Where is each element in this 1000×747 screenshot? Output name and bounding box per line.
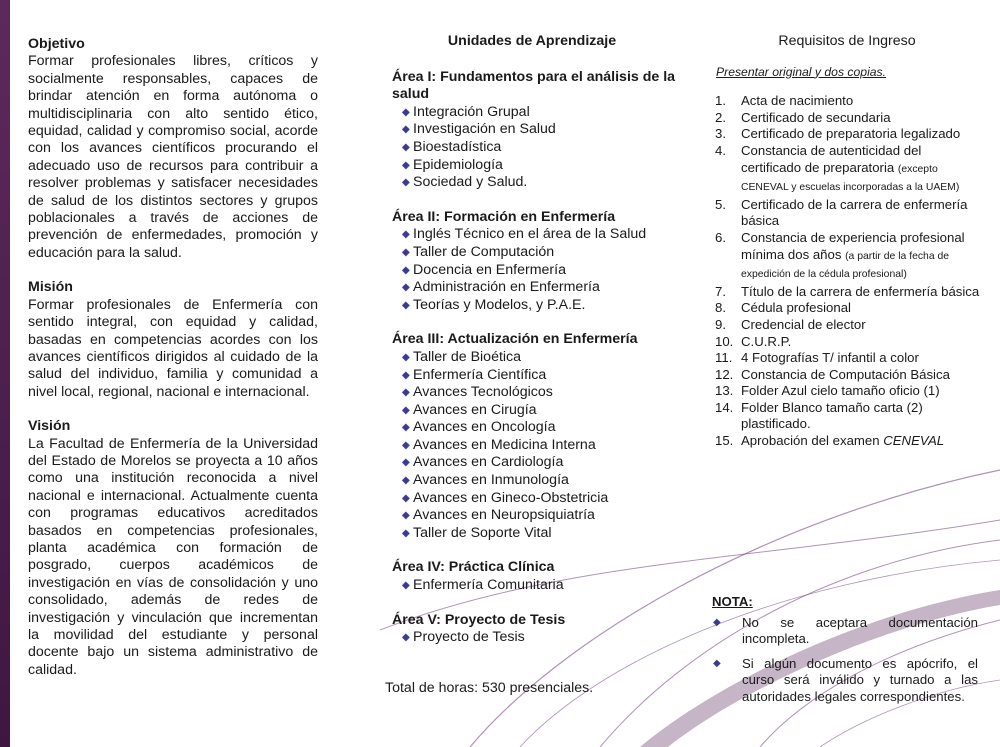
list-item: ◆ Sociedad y Salud. (402, 174, 682, 192)
copies-note: Presentar original y dos copias. (716, 64, 887, 79)
nota-list (712, 615, 978, 706)
column-requirements (712, 33, 982, 450)
requirement-text: Certificado de secundaria (741, 109, 891, 125)
requirement-text: Constancia de autenticidad del certificado de preparatoria (741, 142, 922, 175)
area-title: Área I: Fundamentos para el análisis de la salud (392, 68, 676, 103)
requirement-number: 3. (715, 126, 726, 142)
requirement-item (712, 197, 982, 230)
nota-box (712, 594, 978, 714)
requirement-text: Acta de nacimiento (741, 93, 854, 109)
requirement-item (712, 400, 982, 433)
units-heading: Unidades de Aprendizaje (447, 33, 617, 49)
requirement-item (712, 433, 982, 450)
area-title: Área III: Actualización en Enfermería (392, 331, 638, 348)
requirement-item (712, 143, 982, 197)
list-item: ◆ Investigación en Salud (402, 121, 682, 139)
area-list (392, 349, 682, 543)
requirement-text: Constancia de Computación Básica (741, 366, 950, 382)
requirement-item (712, 317, 982, 334)
list-item: ◆ Taller de Soporte Vital (402, 525, 682, 543)
requirement-item (712, 300, 982, 317)
list-item: ◆ Administración en Enfermería (402, 279, 682, 297)
list-item: ◆ Avances en Inmunología (402, 472, 682, 490)
nota-title: NOTA: (712, 594, 753, 609)
requirement-text: Credencial de elector (741, 316, 866, 332)
requirement-item (712, 126, 982, 143)
list-item: ◆ Enfermería Comunitaria (402, 577, 682, 595)
requirement-number: 14. (715, 399, 734, 415)
total-hours: Total de horas: 530 presenciales. (385, 680, 594, 696)
requirement-item (712, 93, 982, 110)
requirement-text: Constancia de experiencia profesional mínima dos años (741, 229, 965, 262)
requirement-detail: (excepto CENEVAL y escuelas incorporadas a la UAEM) (741, 163, 960, 194)
requirements-list (712, 93, 982, 449)
section-title: Misión (28, 279, 73, 296)
list-item: ◆ Avances en Cirugía (402, 402, 682, 420)
section-title: Objetivo (28, 36, 85, 52)
section-title: Visión (28, 418, 71, 435)
requirement-number: 12. (715, 366, 734, 382)
requirement-text: Certificado de preparatoria legalizado (741, 126, 961, 142)
list-item: ◆ Avances en Oncología (402, 419, 682, 437)
requirement-number: 5. (715, 196, 726, 212)
nota-item: ◆ No se aceptara documentación incompleta. (712, 615, 978, 648)
requirement-number: 2. (715, 109, 726, 125)
requirement-item (712, 383, 982, 400)
requirement-item (712, 110, 982, 127)
list-item: ◆ Docencia en Enfermería (402, 262, 682, 280)
requirement-text: Certificado de la carrera de enfermería básica (741, 196, 968, 229)
area-list (392, 226, 682, 314)
section-body: Formar profesionales de Enfermería con sentido integral, con equidad y calidad, basadas en competencias acordes con los avances científicos dirigidos al cuidado de la salud del individuo, familia y comunidad a nivel local, regional, nacional e internacional. (28, 296, 318, 400)
list-item: ◆ Inglés Técnico en el área de la Salud (402, 226, 682, 244)
requirement-item (712, 367, 982, 384)
section-body: Formar profesionales libres, críticos y socialmente responsables, capaces de brindar atención en forma autónoma o multidisciplinaria con alto sentido ético, equidad, calidad y compromiso social, acorde con los avances científicos procurando el adecuado uso de recursos para contribuir a resolver problemas y satisfacer necesidades de salud de los distintos sectores y grupos poblacionales a través de acciones de prevención de enfermedades, promoción y educación para la salud. (28, 53, 318, 261)
requirement-detail: (a partir de la fecha de expedición de la cédula profesional) (741, 250, 950, 281)
requirement-number: 13. (715, 383, 734, 399)
list-item: ◆ Proyecto de Tesis (402, 629, 682, 647)
list-item: ◆ Teorías y Modelos, y P.A.E. (402, 297, 682, 315)
list-item: ◆ Epidemiología (402, 157, 682, 175)
requirement-text: Cédula profesional (741, 300, 851, 316)
requirement-number: 9. (715, 316, 726, 332)
requirement-item (712, 334, 982, 351)
requirement-emphasis: CENEVAL (883, 433, 945, 449)
area-title: Área V: Proyecto de Tesis (392, 611, 566, 628)
area-list (392, 577, 682, 595)
list-item: ◆ Integración Grupal (402, 104, 682, 122)
requirement-item (712, 350, 982, 367)
area-title: Área IV: Práctica Clínica (392, 559, 555, 576)
list-item: ◆ Avances en Neuropsiquiatría (402, 507, 682, 525)
area-list (392, 629, 682, 647)
requirement-number: 10. (715, 333, 734, 349)
requirement-text: 4 Fotografías T/ infantil a color (741, 350, 919, 366)
list-item: ◆ Taller de Computación (402, 244, 682, 262)
left-purple-stripe (0, 0, 10, 747)
requirement-text: Título de la carrera de enfermería básica (741, 283, 980, 299)
requirement-number: 11. (715, 350, 733, 366)
requirement-text: Folder Azul cielo tamaño oficio (1) (741, 383, 940, 399)
requirement-number: 1. (715, 93, 726, 109)
requirement-number: 6. (715, 229, 726, 245)
list-item: ◆ Avances en Cardiología (402, 454, 682, 472)
requirements-heading: Requisitos de Ingreso (778, 33, 916, 49)
requirement-item (712, 284, 982, 301)
area-title: Área II: Formación en Enfermería (392, 208, 616, 225)
list-item: ◆ Avances Tecnológicos (402, 384, 682, 402)
nota-item: ◆ Si algún documento es apócrifo, el curso será inválido y turnado a las autoridades legales correspondientes. (712, 656, 978, 706)
list-item: ◆ Bioestadística (402, 139, 682, 157)
requirement-text: Aprobación del examen (741, 433, 884, 449)
list-item: ◆ Taller de Bioética (402, 349, 682, 367)
list-item: ◆ Avances en Gineco-Obstetricia (402, 490, 682, 508)
section-body: La Facultad de Enfermería de la Universidad del Estado de Morelos se proyecta a 10 años como una institución reconocida a nivel nacional e internacional. Actualmente cuenta con programas educativos acreditados basados en competencias profesionales, planta académica con formación de posgrado, cuerpos académicos de investigación en vías de consolidación y uno consolidado, además de redes de investigación y vinculación que incrementan la movilidad del estudiante y personal docente bajo un sistema administrativo de calidad. (28, 435, 318, 678)
list-item: ◆ Avances en Medicina Interna (402, 437, 682, 455)
requirement-item (712, 230, 982, 284)
requirement-number: 15. (715, 433, 734, 449)
requirement-text: Folder Blanco tamaño carta (2) plastificado. (741, 399, 923, 432)
requirement-number: 7. (715, 283, 726, 299)
requirement-number: 8. (715, 300, 726, 316)
area-list (392, 104, 682, 192)
list-item: ◆ Enfermería Científica (402, 367, 682, 385)
requirement-number: 4. (715, 142, 726, 158)
column-units (385, 33, 682, 696)
column-about (28, 36, 318, 696)
requirement-text: C.U.R.P. (741, 333, 792, 349)
